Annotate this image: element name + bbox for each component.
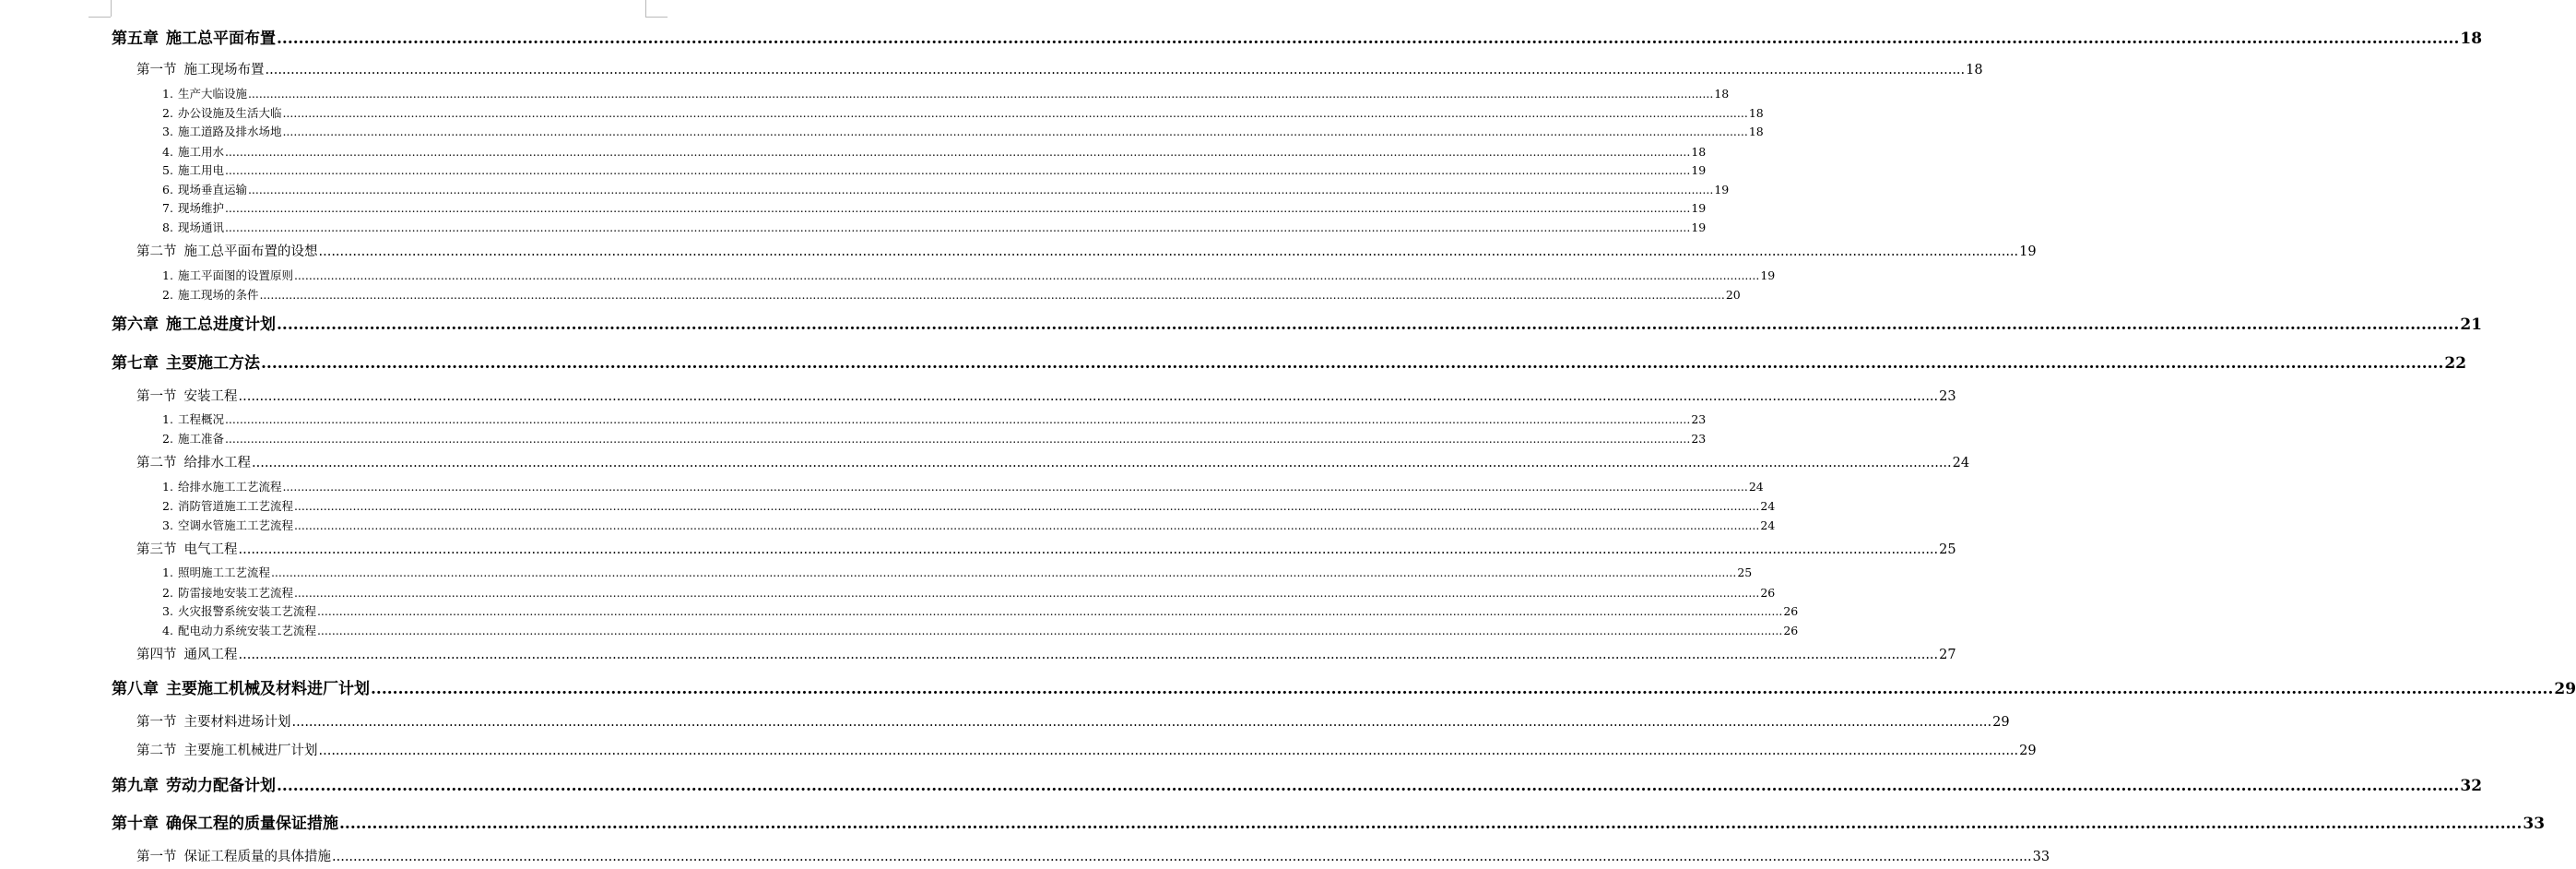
toc-leader-dots: ................................................................................................................................................................................................................................................................................................................................................................................................................ bbox=[224, 220, 1691, 234]
toc-entry-title: 火灾报警系统安装工艺流程 bbox=[177, 604, 316, 618]
toc-entry-title: 施工总平面布置的设想 bbox=[183, 244, 318, 259]
toc-entry-prefix: 3. bbox=[162, 125, 173, 138]
toc-entry-prefix: 2. bbox=[162, 586, 173, 600]
toc-entry-prefix: 1. bbox=[162, 480, 173, 494]
toc-entry-prefix: 4. bbox=[162, 624, 173, 637]
toc-entry-prefix: 第七章 bbox=[112, 354, 159, 373]
toc-entry-label bbox=[162, 287, 258, 304]
toc-entry-prefix: 第三节 bbox=[136, 542, 177, 557]
toc-leader-dots: ................................................................................................................................................................................................................................................................................................................................................................................................................ bbox=[277, 30, 2460, 48]
toc-entry-label bbox=[136, 742, 318, 760]
toc-entry-label bbox=[112, 29, 276, 49]
toc-section-entry[interactable] bbox=[136, 541, 1956, 559]
toc-page-number: 25 bbox=[1939, 542, 1956, 557]
toc-entry-label bbox=[136, 541, 238, 559]
toc-entry-title: 施工准备 bbox=[177, 432, 224, 446]
toc-entry-label bbox=[162, 431, 224, 447]
toc-entry-title: 工程概况 bbox=[177, 412, 224, 426]
toc-page-number: 24 bbox=[1952, 456, 1970, 470]
toc-entry-prefix: 第十章 bbox=[112, 815, 159, 833]
toc-page-number: 24 bbox=[1748, 480, 1764, 494]
toc-leader-dots: ................................................................................................................................................................................................................................................................................................................................................................................................................ bbox=[318, 744, 2019, 758]
toc-leader-dots: ................................................................................................................................................................................................................................................................................................................................................................................................................ bbox=[316, 624, 1783, 637]
toc-entry-title: 现场通讯 bbox=[177, 220, 224, 234]
toc-entry-label bbox=[162, 518, 293, 534]
toc-leader-dots: ................................................................................................................................................................................................................................................................................................................................................................................................................ bbox=[291, 715, 1992, 730]
toc-page-number: 23 bbox=[1939, 389, 1956, 404]
toc-page-number: 29 bbox=[2019, 744, 2037, 758]
toc-entry-label bbox=[162, 86, 247, 102]
crop-mark-top-right bbox=[645, 17, 668, 18]
toc-leader-dots: ................................................................................................................................................................................................................................................................................................................................................................................................................ bbox=[259, 288, 1725, 302]
toc-entry-label bbox=[136, 713, 291, 732]
toc-entry-title: 通风工程 bbox=[183, 648, 238, 662]
toc-entry-label bbox=[162, 585, 293, 601]
toc-leader-dots: ................................................................................................................................................................................................................................................................................................................................................................................................................ bbox=[282, 125, 1748, 138]
toc-item-entry[interactable] bbox=[162, 431, 1707, 447]
toc-item-entry[interactable] bbox=[162, 86, 1730, 102]
toc-chapter-entry[interactable] bbox=[112, 776, 2483, 796]
toc-page-number: 26 bbox=[1783, 604, 1799, 618]
toc-entry-label bbox=[162, 220, 224, 236]
toc-section-entry[interactable] bbox=[136, 243, 2037, 261]
toc-entry-label bbox=[112, 315, 276, 335]
toc-entry-title: 给排水工程 bbox=[183, 456, 251, 470]
toc-leader-dots: ................................................................................................................................................................................................................................................................................................................................................................................................................ bbox=[238, 542, 1939, 557]
toc-item-entry[interactable] bbox=[162, 182, 1730, 198]
toc-leader-dots: ................................................................................................................................................................................................................................................................................................................................................................................................................ bbox=[339, 815, 2523, 833]
toc-entry-label bbox=[162, 603, 316, 620]
toc-entry-title: 施工用水 bbox=[177, 145, 224, 159]
toc-entry-prefix: 6. bbox=[162, 183, 173, 196]
toc-entry-prefix: 第二节 bbox=[136, 456, 177, 470]
toc-entry-title: 消防管道施工工艺流程 bbox=[177, 499, 293, 513]
toc-entry-label bbox=[162, 565, 270, 581]
toc-leader-dots: ................................................................................................................................................................................................................................................................................................................................................................................................................ bbox=[238, 648, 1939, 662]
toc-leader-dots: ................................................................................................................................................................................................................................................................................................................................................................................................................ bbox=[238, 389, 1939, 404]
toc-entry-label bbox=[162, 105, 281, 122]
toc-entry-prefix: 第四节 bbox=[136, 648, 177, 662]
toc-entry-prefix: 第一节 bbox=[136, 715, 177, 730]
toc-leader-dots: ................................................................................................................................................................................................................................................................................................................................................................................................................ bbox=[247, 87, 1714, 101]
toc-entry-title: 施工现场布置 bbox=[183, 63, 265, 77]
toc-entry-prefix: 3. bbox=[162, 518, 173, 532]
toc-item-entry[interactable] bbox=[162, 603, 1799, 620]
toc-entry-label bbox=[162, 498, 293, 515]
toc-item-entry[interactable] bbox=[162, 585, 1776, 601]
toc-entry-title: 施工总平面布置 bbox=[166, 30, 276, 48]
toc-page-number: 27 bbox=[1939, 648, 1956, 662]
toc-item-entry[interactable] bbox=[162, 479, 1764, 495]
toc-leader-dots: ................................................................................................................................................................................................................................................................................................................................................................................................................ bbox=[224, 145, 1691, 159]
toc-page-number: 19 bbox=[1691, 220, 1707, 234]
toc-leader-dots: ................................................................................................................................................................................................................................................................................................................................................................................................................ bbox=[293, 586, 1760, 600]
toc-entry-label bbox=[162, 182, 247, 198]
toc-section-entry[interactable] bbox=[136, 742, 2037, 760]
toc-page-number: 19 bbox=[1714, 183, 1730, 196]
toc-page-number: 26 bbox=[1760, 586, 1776, 600]
toc-page-number: 20 bbox=[1725, 288, 1741, 302]
toc-item-entry[interactable] bbox=[162, 220, 1707, 236]
toc-entry-label bbox=[162, 200, 224, 217]
toc-page-number: 33 bbox=[2523, 815, 2546, 833]
toc-entry-title: 施工平面图的设置原则 bbox=[177, 268, 293, 282]
toc-section-entry[interactable] bbox=[136, 387, 1956, 406]
toc-entry-prefix: 8. bbox=[162, 220, 173, 234]
toc-leader-dots: ................................................................................................................................................................................................................................................................................................................................................................................................................ bbox=[332, 850, 2032, 864]
toc-chapter-entry[interactable] bbox=[112, 315, 2483, 335]
toc-leader-dots: ................................................................................................................................................................................................................................................................................................................................................................................................................ bbox=[371, 680, 2554, 698]
toc-item-entry[interactable] bbox=[162, 162, 1707, 179]
toc-entry-title: 主要施工机械进厂计划 bbox=[183, 744, 318, 758]
toc-entry-label bbox=[162, 144, 224, 161]
toc-item-entry[interactable] bbox=[162, 498, 1776, 515]
toc-page-number: 18 bbox=[1966, 63, 1983, 77]
toc-entry-title: 空调水管施工工艺流程 bbox=[177, 518, 293, 532]
toc-entry-title: 施工用电 bbox=[177, 163, 224, 177]
toc-entry-label bbox=[162, 162, 224, 179]
toc-entry-prefix: 第二节 bbox=[136, 244, 177, 259]
toc-entry-title: 照明施工工艺流程 bbox=[177, 565, 270, 579]
toc-entry-prefix: 第一节 bbox=[136, 850, 177, 864]
toc-leader-dots: ................................................................................................................................................................................................................................................................................................................................................................................................................ bbox=[247, 183, 1714, 196]
toc-entry-label bbox=[162, 623, 316, 639]
toc-page-number: 29 bbox=[2554, 680, 2576, 698]
toc-chapter-entry[interactable] bbox=[112, 29, 2483, 49]
toc-entry-title: 劳动力配备计划 bbox=[166, 777, 276, 795]
toc-section-entry[interactable] bbox=[136, 848, 2050, 866]
toc-entry-prefix: 2. bbox=[162, 432, 173, 446]
toc-entry-title: 施工总进度计划 bbox=[166, 315, 276, 334]
toc-leader-dots: ................................................................................................................................................................................................................................................................................................................................................................................................................ bbox=[293, 499, 1760, 513]
toc-item-entry[interactable] bbox=[162, 287, 1741, 304]
toc-item-entry[interactable] bbox=[162, 200, 1707, 217]
toc-entry-prefix: 2. bbox=[162, 106, 173, 120]
toc-item-entry[interactable] bbox=[162, 565, 1753, 581]
toc-entry-prefix: 3. bbox=[162, 604, 173, 618]
toc-entry-prefix: 1. bbox=[162, 87, 173, 101]
toc-item-entry[interactable] bbox=[162, 411, 1707, 428]
toc-leader-dots: ................................................................................................................................................................................................................................................................................................................................................................................................................ bbox=[318, 244, 2019, 259]
toc-entry-prefix: 第八章 bbox=[112, 680, 159, 698]
crop-mark-top-left bbox=[89, 17, 111, 18]
toc-page-number: 18 bbox=[2460, 30, 2483, 48]
toc-entry-prefix: 第五章 bbox=[112, 30, 159, 48]
toc-entry-prefix: 第二节 bbox=[136, 744, 177, 758]
toc-entry-prefix: 1. bbox=[162, 565, 173, 579]
toc-entry-title: 配电动力系统安装工艺流程 bbox=[177, 624, 316, 637]
toc-entry-title: 施工道路及排水场地 bbox=[177, 125, 282, 138]
toc-entry-prefix: 4. bbox=[162, 145, 173, 159]
toc-page-number: 32 bbox=[2460, 777, 2483, 795]
toc-page-number: 19 bbox=[1760, 268, 1776, 282]
toc-leader-dots: ................................................................................................................................................................................................................................................................................................................................................................................................................ bbox=[282, 106, 1748, 120]
toc-page-number: 24 bbox=[1760, 499, 1776, 513]
toc-leader-dots: ................................................................................................................................................................................................................................................................................................................................................................................................................ bbox=[277, 315, 2460, 334]
toc-entry-prefix: 第六章 bbox=[112, 315, 159, 334]
toc-leader-dots: ................................................................................................................................................................................................................................................................................................................................................................................................................ bbox=[316, 604, 1783, 618]
toc-leader-dots: ................................................................................................................................................................................................................................................................................................................................................................................................................ bbox=[293, 518, 1760, 532]
toc-page-number: 18 bbox=[1714, 87, 1730, 101]
toc-leader-dots: ................................................................................................................................................................................................................................................................................................................................................................................................................ bbox=[224, 432, 1691, 446]
toc-entry-title: 现场垂直运输 bbox=[177, 183, 247, 196]
toc-section-entry[interactable] bbox=[136, 646, 1956, 664]
toc-page-number: 22 bbox=[2444, 354, 2467, 373]
toc-leader-dots: ................................................................................................................................................................................................................................................................................................................................................................................................................ bbox=[224, 412, 1691, 426]
toc-item-entry[interactable] bbox=[162, 144, 1707, 161]
toc-entry-label bbox=[162, 268, 293, 284]
toc-page-number: 33 bbox=[2032, 850, 2050, 864]
toc-entry-title: 现场维护 bbox=[177, 201, 224, 215]
toc-item-entry[interactable] bbox=[162, 623, 1799, 639]
toc-page-number: 29 bbox=[1992, 715, 2010, 730]
toc-page-number: 23 bbox=[1691, 432, 1707, 446]
crop-mark-top-right bbox=[645, 0, 646, 17]
toc-entry-label bbox=[162, 479, 281, 495]
toc-page-number: 24 bbox=[1760, 518, 1776, 532]
toc-leader-dots: ................................................................................................................................................................................................................................................................................................................................................................................................................ bbox=[252, 456, 1952, 470]
toc-entry-title: 保证工程质量的具体措施 bbox=[183, 850, 331, 864]
toc-item-entry[interactable] bbox=[162, 105, 1764, 122]
toc-entry-label bbox=[136, 454, 251, 472]
toc-leader-dots: ................................................................................................................................................................................................................................................................................................................................................................................................................ bbox=[224, 163, 1691, 177]
toc-entry-title: 电气工程 bbox=[183, 542, 238, 557]
toc-page-number: 18 bbox=[1748, 125, 1764, 138]
toc-entry-prefix: 1. bbox=[162, 412, 173, 426]
toc-section-entry[interactable] bbox=[136, 454, 1970, 472]
crop-mark-top-left bbox=[111, 0, 112, 17]
toc-entry-title: 生产大临设施 bbox=[177, 87, 247, 101]
toc-entry-title: 主要施工方法 bbox=[166, 354, 260, 373]
toc-entry-label bbox=[162, 411, 224, 428]
toc-page-number: 19 bbox=[2019, 244, 2037, 259]
toc-page-number: 18 bbox=[1748, 106, 1764, 120]
toc-entry-title: 给排水施工工艺流程 bbox=[177, 480, 282, 494]
toc-entry-prefix: 2. bbox=[162, 288, 173, 302]
toc-page-number: 23 bbox=[1691, 412, 1707, 426]
toc-entry-label bbox=[162, 124, 281, 140]
toc-entry-label bbox=[112, 776, 276, 796]
toc-entry-label bbox=[136, 646, 238, 664]
toc-entry-prefix: 第一节 bbox=[136, 63, 177, 77]
toc-entry-prefix: 7. bbox=[162, 201, 173, 215]
toc-entry-prefix: 5. bbox=[162, 163, 173, 177]
toc-entry-title: 确保工程的质量保证措施 bbox=[166, 815, 338, 833]
toc-chapter-entry[interactable] bbox=[112, 679, 2576, 699]
toc-entry-label bbox=[136, 848, 331, 866]
toc-entry-title: 防雷接地安装工艺流程 bbox=[177, 586, 293, 600]
toc-entry-title: 主要材料进场计划 bbox=[183, 715, 291, 730]
toc-entry-label bbox=[136, 61, 265, 79]
toc-page-number: 25 bbox=[1737, 565, 1753, 579]
toc-leader-dots: ................................................................................................................................................................................................................................................................................................................................................................................................................ bbox=[265, 63, 1966, 77]
toc-leader-dots: ................................................................................................................................................................................................................................................................................................................................................................................................................ bbox=[293, 268, 1760, 282]
toc-page-number: 19 bbox=[1691, 201, 1707, 215]
toc-leader-dots: ................................................................................................................................................................................................................................................................................................................................................................................................................ bbox=[270, 565, 1737, 579]
toc-entry-prefix: 第一节 bbox=[136, 389, 177, 404]
toc-page-number: 19 bbox=[1691, 163, 1707, 177]
toc-item-entry[interactable] bbox=[162, 124, 1764, 140]
toc-chapter-entry[interactable] bbox=[112, 353, 2467, 374]
toc-entry-label bbox=[112, 353, 260, 374]
toc-leader-dots: ................................................................................................................................................................................................................................................................................................................................................................................................................ bbox=[277, 777, 2460, 795]
toc-page-number: 26 bbox=[1783, 624, 1799, 637]
toc-entry-label bbox=[136, 243, 318, 261]
toc-entry-title: 安装工程 bbox=[183, 389, 238, 404]
toc-section-entry[interactable] bbox=[136, 61, 1983, 79]
toc-page-number: 21 bbox=[2460, 315, 2483, 334]
toc-entry-label bbox=[112, 814, 338, 834]
toc-chapter-entry[interactable] bbox=[112, 814, 2546, 834]
toc-section-entry[interactable] bbox=[136, 713, 2010, 732]
toc-item-entry[interactable] bbox=[162, 268, 1776, 284]
toc-leader-dots: ................................................................................................................................................................................................................................................................................................................................................................................................................ bbox=[261, 354, 2444, 373]
toc-entry-prefix: 第九章 bbox=[112, 777, 159, 795]
toc-entry-title: 施工现场的条件 bbox=[177, 288, 259, 302]
toc-page-number: 18 bbox=[1691, 145, 1707, 159]
toc-leader-dots: ................................................................................................................................................................................................................................................................................................................................................................................................................ bbox=[282, 480, 1748, 494]
toc-entry-label bbox=[112, 679, 370, 699]
toc-entry-label bbox=[136, 387, 238, 406]
toc-entry-prefix: 1. bbox=[162, 268, 173, 282]
toc-entry-title: 主要施工机械及材料进厂计划 bbox=[166, 680, 370, 698]
toc-leader-dots: ................................................................................................................................................................................................................................................................................................................................................................................................................ bbox=[224, 201, 1691, 215]
toc-entry-prefix: 2. bbox=[162, 499, 173, 513]
toc-entry-title: 办公设施及生活大临 bbox=[177, 106, 282, 120]
toc-item-entry[interactable] bbox=[162, 518, 1776, 534]
